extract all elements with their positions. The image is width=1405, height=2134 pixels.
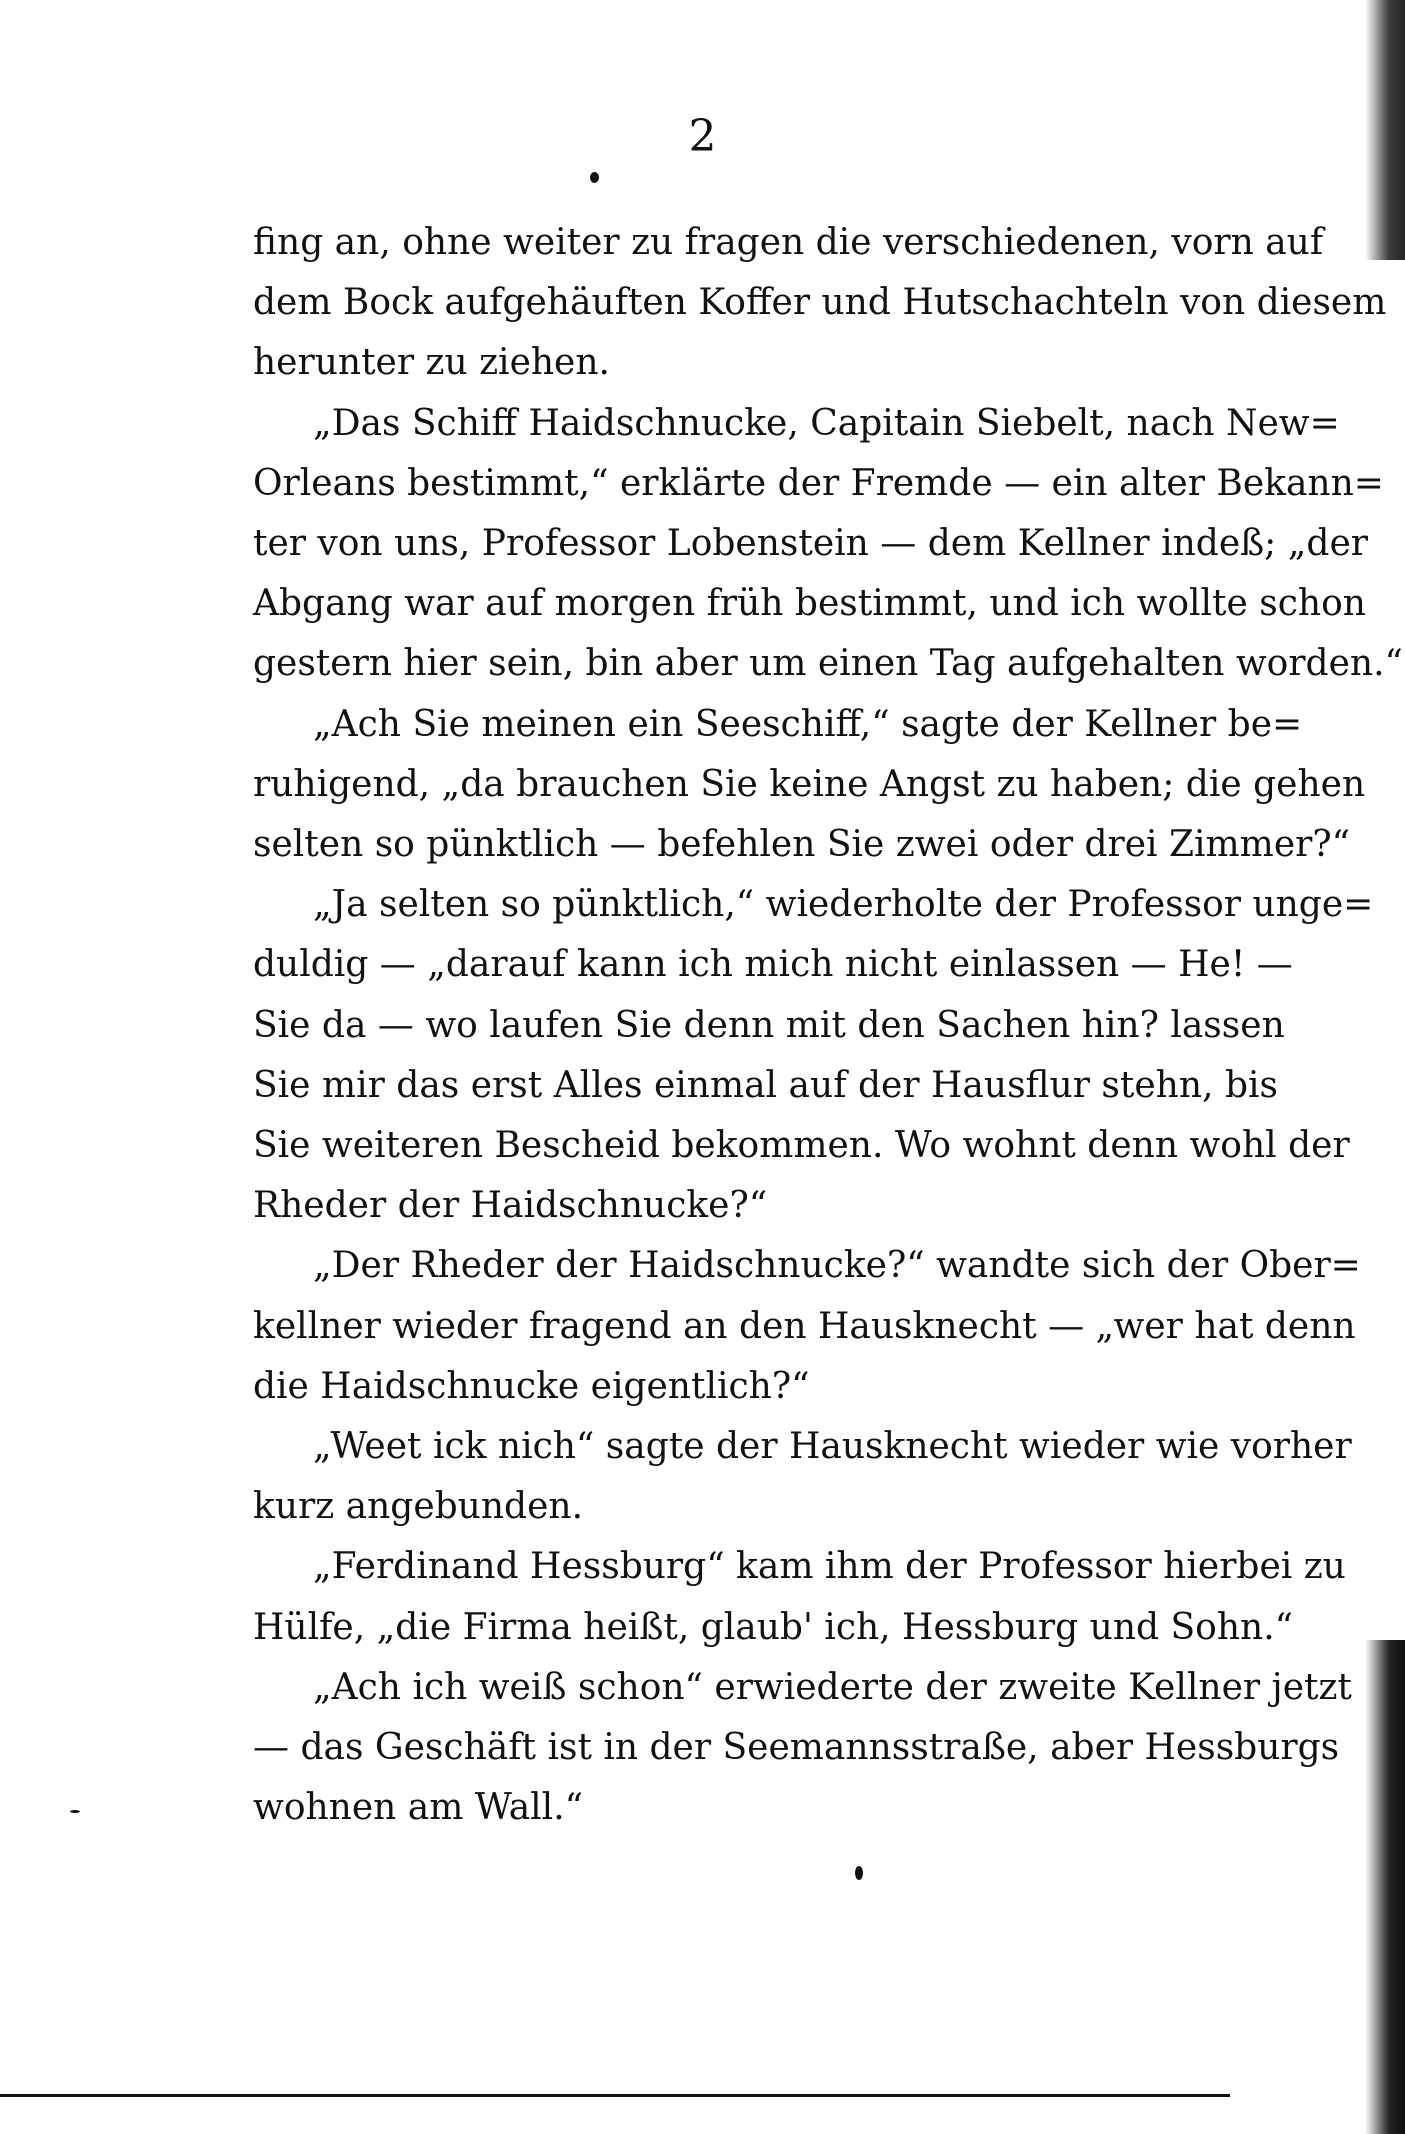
text-line: „Ach ich weiß schon“ erwiederte der zweite Kellner jetzt (313, 1666, 1352, 1708)
scan-bottom-rule (0, 2094, 1230, 2097)
text-line: herunter zu ziehen. (253, 342, 610, 384)
text-line: ruhigend, „da brauchen Sie keine Angst zu haben; die gehen (253, 763, 1366, 805)
text-line: gestern hier sein, bin aber um einen Tag aufgehalten worden.“ (253, 643, 1403, 685)
page-number: 2 (688, 111, 717, 162)
text-line: Sie da — wo laufen Sie denn mit den Sachen hin? lassen (253, 1004, 1285, 1046)
scan-edge-shadow-top (1365, 0, 1405, 260)
text-line: dem Bock aufgehäuften Koffer und Hutschachteln von diesem (253, 282, 1387, 324)
scan-speck (70, 1810, 80, 1813)
text-line: selten so pünktlich — befehlen Sie zwei oder drei Zimmer?“ (253, 824, 1351, 865)
text-line: duldig — „darauf kann ich mich nicht einlassen — He! — (253, 944, 1293, 986)
text-line: Rheder der Haidschnucke?“ (253, 1185, 768, 1227)
text-line: — das Geschäft ist in der Seemannsstraße, aber Hessburgs (253, 1727, 1340, 1768)
text-line: „Weet ick nich“ sagte der Hausknecht wieder wie vorher (313, 1426, 1352, 1467)
text-line: kurz angebunden. (253, 1486, 584, 1528)
text-line: „Ja selten so pünktlich,“ wiederholte der Professor unge= (313, 884, 1374, 926)
text-line: ter von uns, Professor Lobenstein — dem Kellner indeß; „der (253, 523, 1368, 564)
text-line: Orleans bestimmt,“ erklärte der Fremde — ein alter Bekann= (253, 462, 1384, 504)
text-line: Sie mir das erst Alles einmal auf der Hausflur stehn, bis (253, 1064, 1278, 1106)
text-line: Hülfe, „die Firma heißt, glaub' ich, Hessburg und Sohn.“ (253, 1606, 1294, 1648)
text-line: kellner wieder fragend an den Hausknecht — „wer hat denn (253, 1305, 1356, 1347)
text-line: fing an, ohne weiter zu fragen die verschiedenen, vorn auf (253, 222, 1324, 263)
scan-edge-shadow-bottom (1365, 1640, 1405, 2134)
scan-speck (855, 1866, 863, 1880)
text-line: „Das Schiff Haidschnucke, Capitain Siebelt, nach New= (313, 402, 1340, 444)
text-line: Abgang war auf morgen früh bestimmt, und ich wollte schon (253, 583, 1366, 625)
text-line: „Ferdinand Hessburg“ kam ihm der Professor hierbei zu (313, 1546, 1346, 1588)
text-line: „Ach Sie meinen ein Seeschiff,“ sagte der Kellner be= (313, 703, 1303, 745)
scan-speck (590, 172, 599, 183)
text-line: „Der Rheder der Haidschnucke?“ wandte sich der Ober= (313, 1245, 1361, 1287)
text-line: wohnen am Wall.“ (253, 1787, 584, 1829)
text-line: die Haidschnucke eigentlich?“ (253, 1365, 810, 1407)
text-line: Sie weiteren Bescheid bekommen. Wo wohnt denn wohl der (253, 1125, 1350, 1166)
